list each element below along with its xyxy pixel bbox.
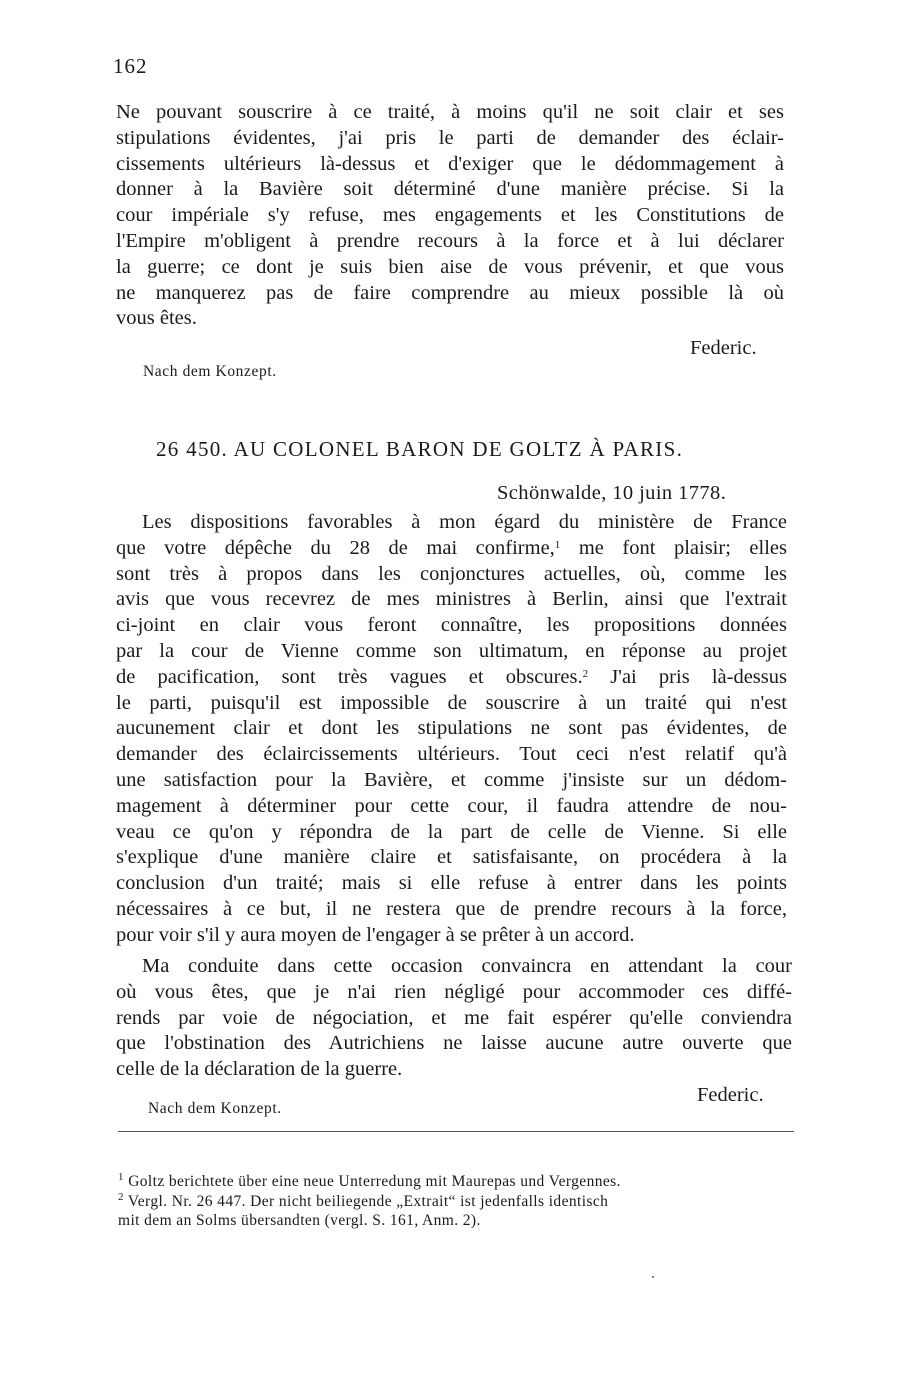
footnote-number: 2	[118, 1190, 124, 1203]
text-line: sont très à propos dans les conjonctures actuelles, où, comme les	[116, 562, 787, 585]
text-line: s'explique d'une manière claire et satisfaisante, on procédera à la	[116, 846, 787, 869]
footnote	[118, 1172, 794, 1192]
source-note: Nach dem Konzept.	[148, 1100, 282, 1117]
footnote	[118, 1192, 794, 1212]
text-line: celle de la déclaration de la guerre.	[116, 1058, 403, 1081]
text-line	[116, 665, 787, 691]
letter-paragraph-1	[116, 510, 787, 949]
footnote-continuation	[118, 1211, 794, 1231]
text-line: le parti, puisqu'il est impossible de souscrire à un traité qui n'est	[116, 691, 787, 714]
signature: Federic.	[697, 1084, 764, 1106]
text-line	[116, 536, 787, 562]
text-line: donner à la Bavière soit déterminé d'une manière précise. Si la	[116, 178, 784, 201]
page-number: 162	[113, 54, 148, 78]
signature: Federic.	[690, 337, 757, 359]
text-line: Ma conduite dans cette occasion convaincra en attendant la cour	[142, 955, 792, 977]
text-line: stipulations évidentes, j'ai pris le parti de demander des éclair-	[116, 126, 784, 149]
text-line: où vous êtes, que je n'ai rien négligé pour accommoder ces diffé-	[116, 980, 792, 1003]
text-segment: J'ai pris là-dessus	[610, 665, 787, 688]
text-line: par la cour de Vienne comme son ultimatum, en réponse au projet	[116, 639, 787, 662]
text-line: ne manquerez pas de faire comprendre au mieux possible là où	[116, 281, 784, 304]
letter-heading: 26 450. AU COLONEL BARON DE GOLTZ À PARIS.	[156, 437, 684, 461]
text-line: cissements ultérieurs là-dessus et d'exiger que le dédommagement à	[116, 152, 784, 175]
footnote-text: Vergl. Nr. 26 447. Der nicht beiliegende „Extrait“ ist jedenfalls identisch	[127, 1192, 609, 1210]
text-segment: que votre dépêche du 28 de mai confirme,	[116, 536, 555, 559]
text-line: Les dispositions favorables à mon égard du ministère de France	[142, 511, 787, 533]
footnote-text: Goltz berichtete über eine neue Unterredung mit Maurepas und Vergennes.	[128, 1173, 621, 1190]
source-note: Nach dem Konzept.	[143, 363, 277, 380]
text-line: magement à déterminer pour cette cour, il faudra attendre de nou-	[116, 794, 787, 817]
footnote-number: 1	[118, 1171, 124, 1183]
text-line: rends par voie de négociation, et me fait espérer qu'elle conviendra	[116, 1006, 792, 1029]
text-line: ci-joint en clair vous feront connaître, les propositions données	[116, 614, 787, 637]
footnote-text: mit dem an Solms übersandten (vergl. S. 161, Anm. 2).	[118, 1212, 481, 1229]
footnote-marker: 1	[554, 538, 561, 551]
footnote-rule	[118, 1131, 794, 1132]
print-speck	[652, 1276, 654, 1278]
text-line: que l'obstination des Autrichiens ne laisse aucune autre ouverte que	[116, 1032, 792, 1055]
text-line: aucunement clair et dont les stipulations ne sont pas évidentes, de	[116, 717, 787, 740]
text-segment: me font plaisir; elles	[578, 536, 787, 559]
text-segment: de pacification, sont très vagues et obscures.	[116, 665, 583, 688]
text-line: l'Empire m'obligent à prendre recours à la force et à lui déclarer	[116, 229, 784, 252]
letter-paragraph-2	[116, 954, 792, 1083]
text-line: avis que vous recevrez de mes ministres à Berlin, ainsi que l'extrait	[116, 588, 787, 611]
text-line: conclusion d'un traité; mais si elle refuse à entrer dans les points	[116, 872, 787, 895]
text-line: Ne pouvant souscrire à ce traité, à moins qu'il ne soit clair et ses	[116, 101, 784, 123]
text-line: nécessaires à ce but, il ne restera que de prendre recours à la force,	[116, 897, 787, 920]
text-line: une satisfaction pour la Bavière, et comme j'insiste sur un dédom-	[116, 768, 787, 791]
text-line: vous êtes.	[116, 307, 197, 330]
footnotes	[118, 1172, 794, 1231]
text-line: la guerre; ce dont je suis bien aise de vous prévenir, et que vous	[116, 255, 784, 278]
text-line: veau ce qu'on y répondra de la part de celle de Vienne. Si elle	[116, 820, 787, 843]
footnote-marker: 2	[582, 667, 589, 680]
continuation-text	[116, 100, 784, 332]
text-line: demander des éclaircissements ultérieurs. Tout ceci n'est relatif qu'à	[116, 743, 787, 766]
text-line: cour impériale s'y refuse, mes engagements et les Constitutions de	[116, 204, 784, 227]
dateline: Schönwalde, 10 juin 1778.	[497, 482, 727, 504]
text-line: pour voir s'il y aura moyen de l'engager à se prêter à un accord.	[116, 923, 635, 946]
